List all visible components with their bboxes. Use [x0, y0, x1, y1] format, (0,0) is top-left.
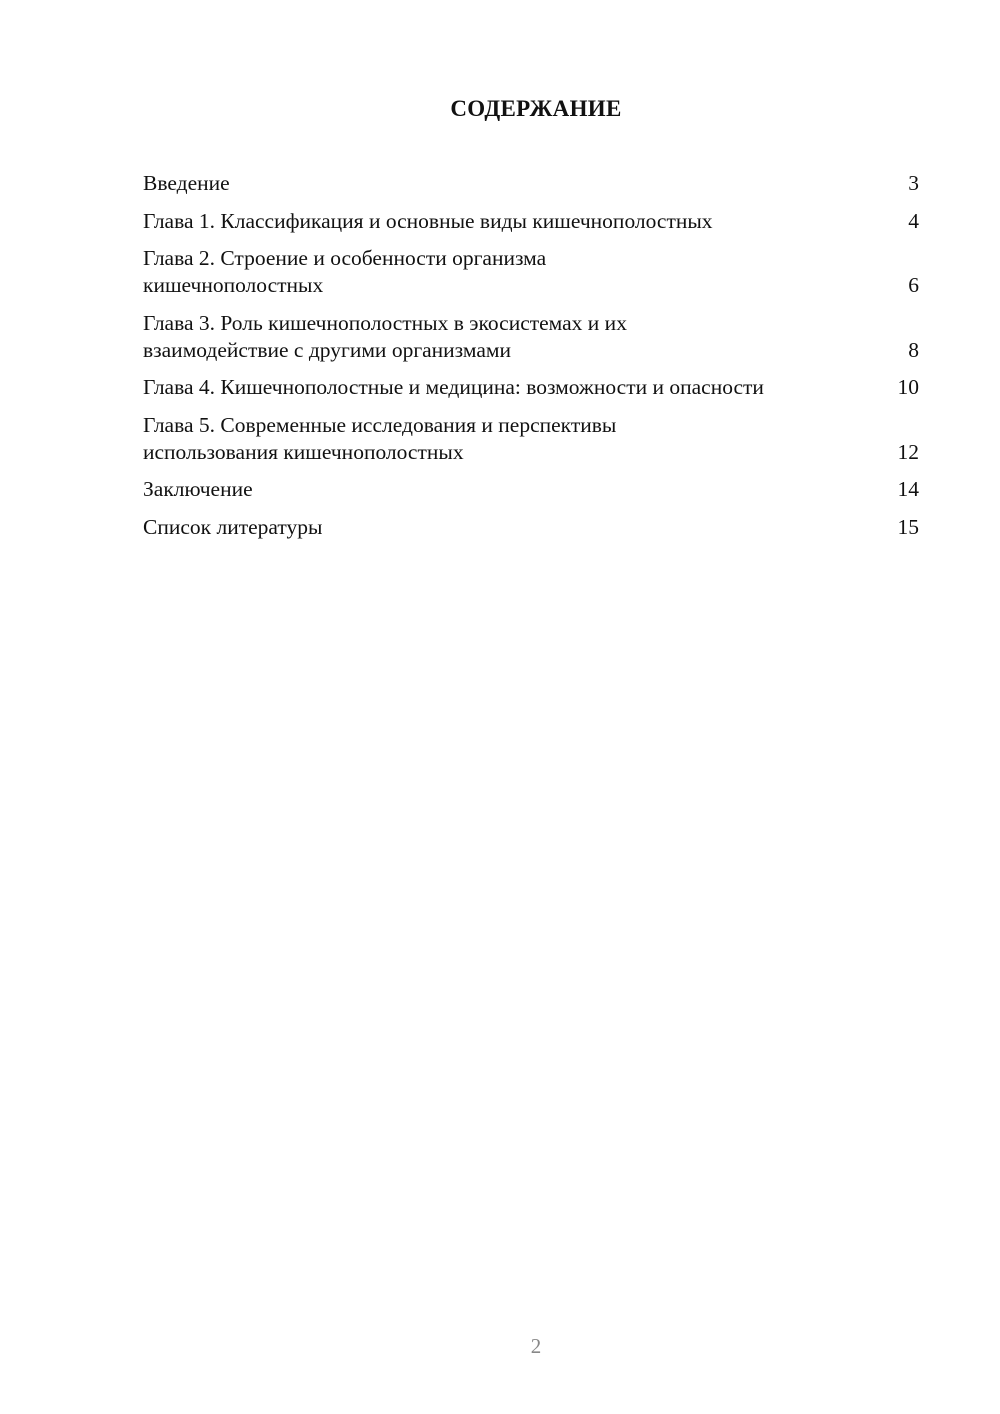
toc-entry-conclusion[interactable]	[143, 476, 919, 503]
toc-entry-page: 15	[897, 514, 919, 539]
toc-entry-text: Введение	[143, 171, 230, 195]
toc-entry-text: Глава 3. Роль кишечнополостных в экосистемах и их взаимодействие с другими организмами	[143, 310, 627, 362]
toc-entry-chapter-4[interactable]	[143, 374, 919, 401]
page-number: 2	[530, 1334, 542, 1358]
toc-entry-chapter-3[interactable]	[143, 310, 919, 364]
toc-entry-text: Заключение	[143, 477, 253, 501]
table-of-contents	[143, 170, 919, 551]
toc-entry-page: 14	[897, 477, 919, 501]
toc-entry-text: Глава 5. Современные исследования и перспективы использования кишечнополостных	[143, 412, 617, 464]
toc-entry-chapter-1[interactable]	[143, 208, 919, 235]
toc-entry-text: Глава 1. Классификация и основные виды кишечнополостных	[143, 208, 713, 233]
toc-entry-page: 3	[908, 171, 919, 195]
toc-entry-text: Глава 2. Строение и особенности организма кишечнополостных	[143, 246, 547, 297]
toc-entry-text: Список литературы	[143, 514, 323, 539]
toc-entry-page: 6	[908, 273, 919, 297]
toc-title: СОДЕРЖАНИЕ	[450, 96, 622, 121]
toc-entry-page: 8	[908, 337, 919, 362]
toc-entry-chapter-5[interactable]	[143, 412, 919, 466]
toc-entry-page: 10	[897, 375, 919, 399]
toc-entry-chapter-2[interactable]	[143, 245, 919, 299]
toc-entry-references[interactable]	[143, 514, 919, 541]
toc-entry-page: 12	[897, 439, 919, 464]
toc-entry-page: 4	[908, 208, 919, 233]
toc-entry-text: Глава 4. Кишечнополостные и медицина: возможности и опасности	[143, 375, 764, 399]
toc-entry-introduction[interactable]	[143, 170, 919, 197]
